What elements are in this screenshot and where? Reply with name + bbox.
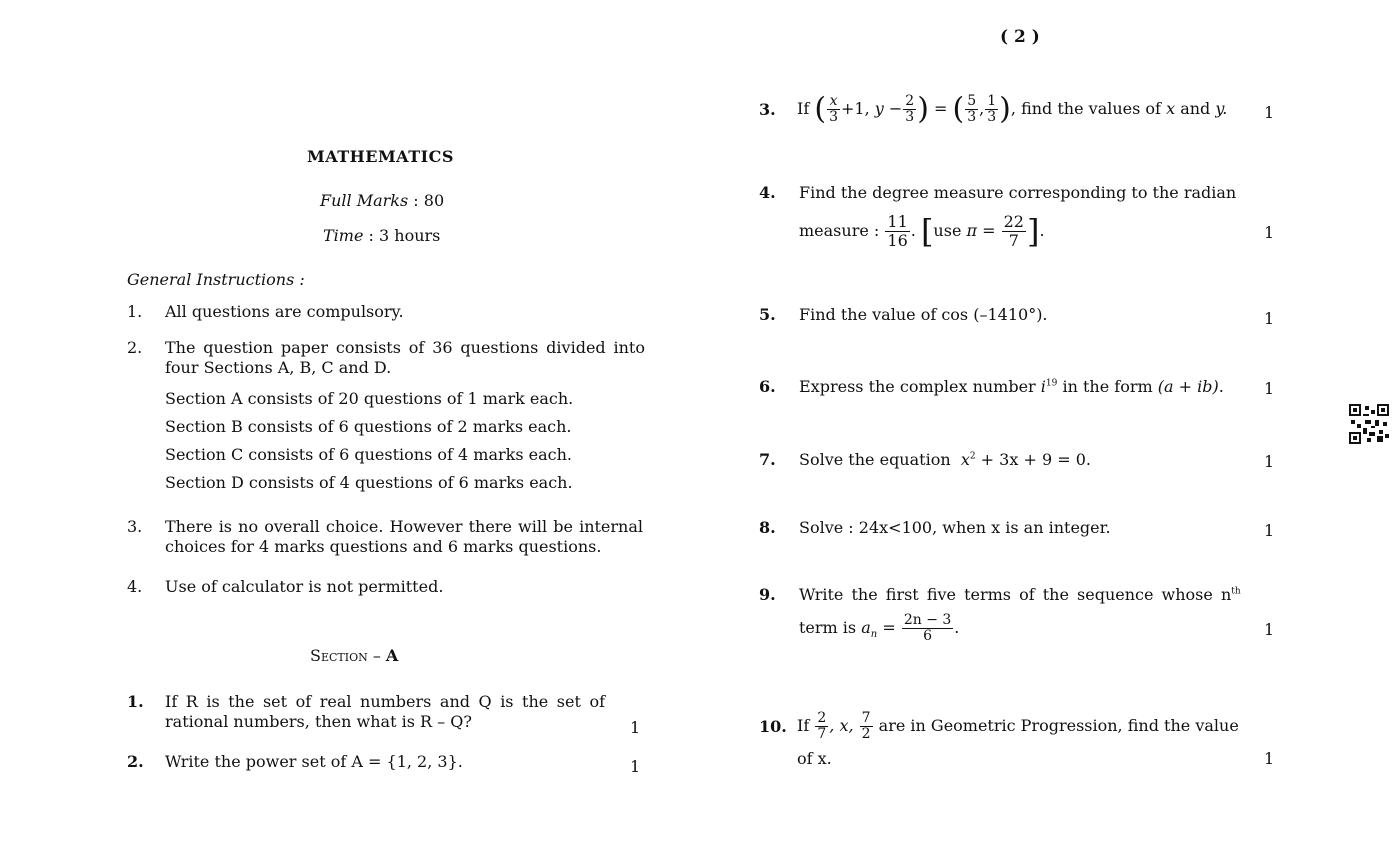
q7-pre: Solve the equation <box>799 450 951 469</box>
instruction-text: There is no overall choice. However there will be internal choices for 4 marks questions and 6 marks questions. <box>165 517 643 556</box>
question-number: 9. <box>759 585 776 604</box>
question-marks: 1 <box>1264 452 1275 471</box>
full-marks <box>320 191 444 210</box>
bracket-close: ] <box>1026 212 1040 251</box>
question-text: Write the power set of A = {1, 2, 3}. <box>165 752 463 771</box>
paren-close: ) <box>917 91 929 127</box>
question-text <box>799 585 1241 604</box>
fraction <box>827 94 840 126</box>
instruction-number: 3. <box>127 517 143 536</box>
denominator: 2 <box>861 726 871 742</box>
numerator: 7 <box>861 709 871 726</box>
q7-rest: + 3x + 9 = 0 <box>980 450 1086 469</box>
question-marks: 1 <box>1264 309 1275 328</box>
q6-pre: Express the complex number <box>799 377 1036 396</box>
q6-i: i <box>1040 377 1046 396</box>
q10-mid: , x, <box>829 716 854 735</box>
q9-a: a <box>861 618 871 637</box>
denominator: 3 <box>967 109 977 125</box>
time-value: : 3 hours <box>363 226 441 245</box>
question-marks: 1 <box>1264 521 1275 540</box>
fraction <box>902 613 953 645</box>
numerator: 2n − 3 <box>903 611 952 628</box>
denominator: 3 <box>829 109 838 125</box>
q4-use: use <box>933 221 962 240</box>
question-number: 10. <box>759 717 787 736</box>
q3-and: and <box>1180 99 1211 118</box>
q4-measure: measure : <box>799 221 880 240</box>
fraction <box>860 711 873 743</box>
section-heading <box>310 646 398 665</box>
paren-open: ( <box>814 91 827 127</box>
q9-sub: n <box>870 629 878 641</box>
fraction <box>815 711 828 743</box>
section-info: Section A consists of 20 questions of 1 mark each. <box>165 389 574 408</box>
question-text-line2 <box>799 605 959 658</box>
q3-if: If <box>797 99 810 118</box>
denominator: 7 <box>817 726 827 742</box>
question-text <box>799 450 1091 469</box>
section-info: Section C consists of 6 questions of 4 marks each. <box>165 445 572 464</box>
question-number: 1. <box>127 692 144 711</box>
question-text <box>799 377 1224 396</box>
full-marks-value: : 80 <box>408 191 445 210</box>
question-number: 7. <box>759 450 776 469</box>
full-marks-label: Full Marks <box>320 191 409 210</box>
time-label: Time <box>323 226 364 245</box>
denominator: 6 <box>923 628 933 644</box>
q4-end: . <box>1039 221 1045 240</box>
section-heading-prefix: Section – <box>310 646 381 665</box>
fraction <box>885 213 909 249</box>
fraction <box>965 94 978 126</box>
instructions-heading: General Instructions : <box>127 270 305 289</box>
question-marks: 1 <box>1264 749 1275 768</box>
numerator: x <box>827 94 840 110</box>
q10-pre: If <box>797 716 810 735</box>
q10-post: are in Geometric Progression, find the value <box>878 716 1239 735</box>
question-text: If ( $\frac{x}{3}$ +1, y − $\frac{2}{3}$ ) = ( $\frac{5}{3}$ , $\frac{1}{3}$ ), find the values of x and y. <box>797 91 1228 127</box>
q9-th: th <box>1231 586 1241 597</box>
denominator: 3 <box>987 109 997 125</box>
numerator: 1 <box>987 92 997 109</box>
section-info: Section B consists of 6 questions of 2 marks each. <box>165 417 572 436</box>
question-marks: 1 <box>630 757 641 776</box>
subject-title: MATHEMATICS <box>307 147 454 166</box>
question-text-line2 <box>799 208 1045 254</box>
numerator: 2 <box>905 92 915 109</box>
q3-equals: = <box>934 99 948 118</box>
question-marks: 1 <box>1264 620 1275 639</box>
q4-pi: π = <box>966 221 996 240</box>
q6-end: . <box>1218 377 1224 396</box>
instruction-number: 4. <box>127 577 143 596</box>
section-info: Section D consists of 4 questions of 6 marks each. <box>165 473 573 492</box>
question-number: 2. <box>127 752 144 771</box>
instruction-number: 2. <box>127 338 143 357</box>
paren-open: ( <box>952 91 965 127</box>
question-number: 5. <box>759 305 776 324</box>
question-text: Find the value of cos (–1410°). <box>799 305 1048 324</box>
denominator: 7 <box>1008 231 1019 250</box>
denominator: 16 <box>887 231 908 250</box>
fraction <box>985 94 998 126</box>
paren-close: ) <box>999 91 1011 127</box>
question-marks: 1 <box>1264 103 1275 122</box>
numerator: 22 <box>1003 212 1024 232</box>
q3-x: x <box>1166 99 1176 118</box>
q9-end: . <box>954 618 960 637</box>
q9-line1: Write the first five terms of the sequence whose n <box>799 585 1232 604</box>
question-number: 6. <box>759 377 776 396</box>
numerator: 5 <box>967 92 977 109</box>
question-text: If R is the set of real numbers and Q is the set of rational numbers, then what is R – Q? <box>165 692 605 731</box>
question-text: Find the degree measure corresponding to the radian <box>799 183 1237 202</box>
qr-code-icon <box>1349 404 1389 444</box>
q3-y: y. <box>1215 99 1228 118</box>
question-number: 3. <box>759 100 776 119</box>
page-number: ( 2 ) <box>1000 27 1040 47</box>
q4-dot: . <box>910 221 916 240</box>
question-text-line2: of x. <box>797 749 832 768</box>
question-text: Solve : 24x<100, when x is an integer. <box>799 518 1111 537</box>
denominator: 3 <box>905 109 915 125</box>
question-marks: 1 <box>630 718 641 737</box>
fraction <box>1002 213 1026 249</box>
q9-term: term is <box>799 618 857 637</box>
q9-eq: = <box>882 618 896 637</box>
section-heading-letter: A <box>385 646 399 665</box>
instruction-text: All questions are compulsory. <box>165 302 404 321</box>
numerator: 2 <box>817 709 827 726</box>
fraction <box>903 94 916 126</box>
q3-post: , find the values of <box>1010 99 1161 118</box>
numerator: 11 <box>887 212 908 232</box>
q7-x: x <box>960 450 970 469</box>
question-number: 4. <box>759 183 776 202</box>
q7-end: . <box>1085 450 1091 469</box>
question-marks: 1 <box>1264 223 1275 242</box>
instruction-number: 1. <box>127 302 143 321</box>
bracket-open: [ <box>920 212 934 251</box>
q6-post: in the form <box>1062 377 1153 396</box>
question-text <box>797 703 1239 749</box>
instruction-text: The question paper consists of 36 questions divided into four Sections A, B, C and D. <box>165 338 645 377</box>
question-number: 8. <box>759 518 776 537</box>
time <box>323 226 440 245</box>
q3-plus-one: +1, <box>840 99 870 118</box>
q3-y-minus: y − <box>874 99 903 118</box>
q7-sq: 2 <box>969 451 976 462</box>
question-marks: 1 <box>1264 379 1275 398</box>
q6-form: (a + ib) <box>1157 377 1219 396</box>
instruction-text: Use of calculator is not permitted. <box>165 577 444 596</box>
q6-exp: 19 <box>1045 378 1058 389</box>
